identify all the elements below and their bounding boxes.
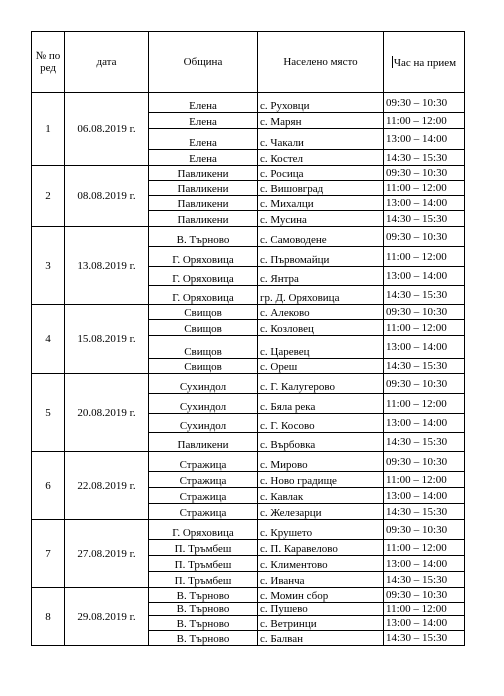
table-row (32, 93, 465, 113)
time-cell: 09:30 – 10:30 (384, 166, 465, 181)
time-cell: 09:30 – 10:30 (384, 374, 465, 394)
row-number: 2 (32, 166, 65, 227)
municipality-cell: В. Търново (149, 588, 258, 603)
time-cell: 11:00 – 12:00 (384, 603, 465, 616)
municipality-cell: Елена (149, 93, 258, 113)
visit-date: 15.08.2019 г. (65, 305, 149, 374)
time-cell: 14:30 – 15:30 (384, 572, 465, 588)
time-cell: 14:30 – 15:30 (384, 150, 465, 166)
table-row (32, 227, 465, 247)
place-cell: с. Кавлак (258, 488, 384, 504)
time-cell: 11:00 – 12:00 (384, 472, 465, 488)
visit-date: 08.08.2019 г. (65, 166, 149, 227)
municipality-cell: В. Търново (149, 616, 258, 631)
table-row (32, 452, 465, 472)
header-time[interactable] (384, 32, 465, 93)
place-cell: с. Козловец (258, 320, 384, 336)
table-row (32, 374, 465, 394)
municipality-cell: Г. Оряховица (149, 267, 258, 286)
municipality-cell: Сухиндол (149, 394, 258, 414)
place-cell: с. Иванча (258, 572, 384, 588)
time-cell: 13:00 – 14:00 (384, 196, 465, 211)
visit-date: 20.08.2019 г. (65, 374, 149, 452)
row-number: 1 (32, 93, 65, 166)
place-cell: с. Г. Косово (258, 414, 384, 433)
municipality-cell: Свищов (149, 359, 258, 374)
time-cell: 13:00 – 14:00 (384, 336, 465, 359)
time-cell: 13:00 – 14:00 (384, 556, 465, 572)
place-cell: с. Янтра (258, 267, 384, 286)
table-row (32, 305, 465, 320)
row-number: 5 (32, 374, 65, 452)
place-cell: с. Росица (258, 166, 384, 181)
place-cell: с. Мирово (258, 452, 384, 472)
visit-date: 22.08.2019 г. (65, 452, 149, 520)
visit-date: 06.08.2019 г. (65, 93, 149, 166)
time-cell: 13:00 – 14:00 (384, 488, 465, 504)
place-cell: с. Марян (258, 113, 384, 129)
header-number: № по ред (32, 32, 65, 93)
time-cell: 11:00 – 12:00 (384, 181, 465, 196)
time-cell: 11:00 – 12:00 (384, 247, 465, 267)
place-cell: с. Руховци (258, 93, 384, 113)
time-cell: 14:30 – 15:30 (384, 211, 465, 227)
row-number: 7 (32, 520, 65, 588)
time-cell: 13:00 – 14:00 (384, 616, 465, 631)
municipality-cell: Свищов (149, 336, 258, 359)
place-cell: с. Вишовград (258, 181, 384, 196)
header-place: Населено място (258, 32, 384, 93)
municipality-cell: Свищов (149, 320, 258, 336)
place-cell: с. Г. Калугерово (258, 374, 384, 394)
municipality-cell: Павликени (149, 211, 258, 227)
municipality-cell: Павликени (149, 196, 258, 211)
schedule-body (32, 93, 465, 646)
place-cell: с. Върбовка (258, 433, 384, 452)
place-cell: с. Бяла река (258, 394, 384, 414)
time-cell: 09:30 – 10:30 (384, 305, 465, 320)
table-row (32, 588, 465, 603)
municipality-cell: В. Търново (149, 603, 258, 616)
municipality-cell: Г. Оряховица (149, 286, 258, 305)
header-municipality: Община (149, 32, 258, 93)
place-cell: с. Момин сбор (258, 588, 384, 603)
time-cell: 11:00 – 12:00 (384, 540, 465, 556)
municipality-cell: Елена (149, 150, 258, 166)
municipality-cell: П. Тръмбеш (149, 572, 258, 588)
municipality-cell: Стражица (149, 452, 258, 472)
place-cell: с. Алеково (258, 305, 384, 320)
place-cell: с. Чакали (258, 129, 384, 150)
place-cell: с. Царевец (258, 336, 384, 359)
place-cell: с. Ветринци (258, 616, 384, 631)
place-cell: с. Ново градище (258, 472, 384, 488)
visit-date: 29.08.2019 г. (65, 588, 149, 646)
time-cell: 11:00 – 12:00 (384, 394, 465, 414)
row-number: 6 (32, 452, 65, 520)
municipality-cell: Стражица (149, 488, 258, 504)
place-cell: с. Мусина (258, 211, 384, 227)
time-cell: 09:30 – 10:30 (384, 520, 465, 540)
municipality-cell: Павликени (149, 433, 258, 452)
municipality-cell: Сухиндол (149, 414, 258, 433)
schedule-table (31, 31, 465, 646)
municipality-cell: Елена (149, 129, 258, 150)
time-cell: 13:00 – 14:00 (384, 267, 465, 286)
municipality-cell: Стражица (149, 472, 258, 488)
place-cell: с. Пушево (258, 603, 384, 616)
visit-date: 27.08.2019 г. (65, 520, 149, 588)
municipality-cell: В. Търново (149, 631, 258, 646)
place-cell: с. Първомайци (258, 247, 384, 267)
municipality-cell: Павликени (149, 166, 258, 181)
time-cell: 14:30 – 15:30 (384, 433, 465, 452)
time-cell: 09:30 – 10:30 (384, 227, 465, 247)
table-row (32, 520, 465, 540)
time-cell: 11:00 – 12:00 (384, 113, 465, 129)
place-cell: с. П. Каравелово (258, 540, 384, 556)
visit-date: 13.08.2019 г. (65, 227, 149, 305)
municipality-cell: Г. Оряховица (149, 247, 258, 267)
municipality-cell: Г. Оряховица (149, 520, 258, 540)
time-cell: 14:30 – 15:30 (384, 286, 465, 305)
place-cell: с. Климентово (258, 556, 384, 572)
header-row (32, 32, 465, 93)
time-cell: 14:30 – 15:30 (384, 504, 465, 520)
place-cell: с. Крушето (258, 520, 384, 540)
municipality-cell: Павликени (149, 181, 258, 196)
header-time-label: Час на прием (393, 56, 457, 69)
time-cell: 09:30 – 10:30 (384, 452, 465, 472)
time-cell: 14:30 – 15:30 (384, 359, 465, 374)
place-cell: с. Ореш (258, 359, 384, 374)
municipality-cell: Сухиндол (149, 374, 258, 394)
municipality-cell: П. Тръмбеш (149, 540, 258, 556)
place-cell: с. Самоводене (258, 227, 384, 247)
row-number: 8 (32, 588, 65, 646)
place-cell: с. Железарци (258, 504, 384, 520)
header-date: дата (65, 32, 149, 93)
place-cell: гр. Д. Оряховица (258, 286, 384, 305)
time-cell: 14:30 – 15:30 (384, 631, 465, 646)
time-cell: 09:30 – 10:30 (384, 588, 465, 603)
municipality-cell: П. Тръмбеш (149, 556, 258, 572)
table-row (32, 166, 465, 181)
time-cell: 09:30 – 10:30 (384, 93, 465, 113)
municipality-cell: Свищов (149, 305, 258, 320)
place-cell: с. Костел (258, 150, 384, 166)
time-cell: 11:00 – 12:00 (384, 320, 465, 336)
text-cursor (392, 56, 393, 68)
document-page (31, 31, 465, 646)
place-cell: с. Балван (258, 631, 384, 646)
place-cell: с. Михалци (258, 196, 384, 211)
time-cell: 13:00 – 14:00 (384, 129, 465, 150)
row-number: 4 (32, 305, 65, 374)
municipality-cell: Стражица (149, 504, 258, 520)
row-number: 3 (32, 227, 65, 305)
time-cell: 13:00 – 14:00 (384, 414, 465, 433)
municipality-cell: Елена (149, 113, 258, 129)
municipality-cell: В. Търново (149, 227, 258, 247)
